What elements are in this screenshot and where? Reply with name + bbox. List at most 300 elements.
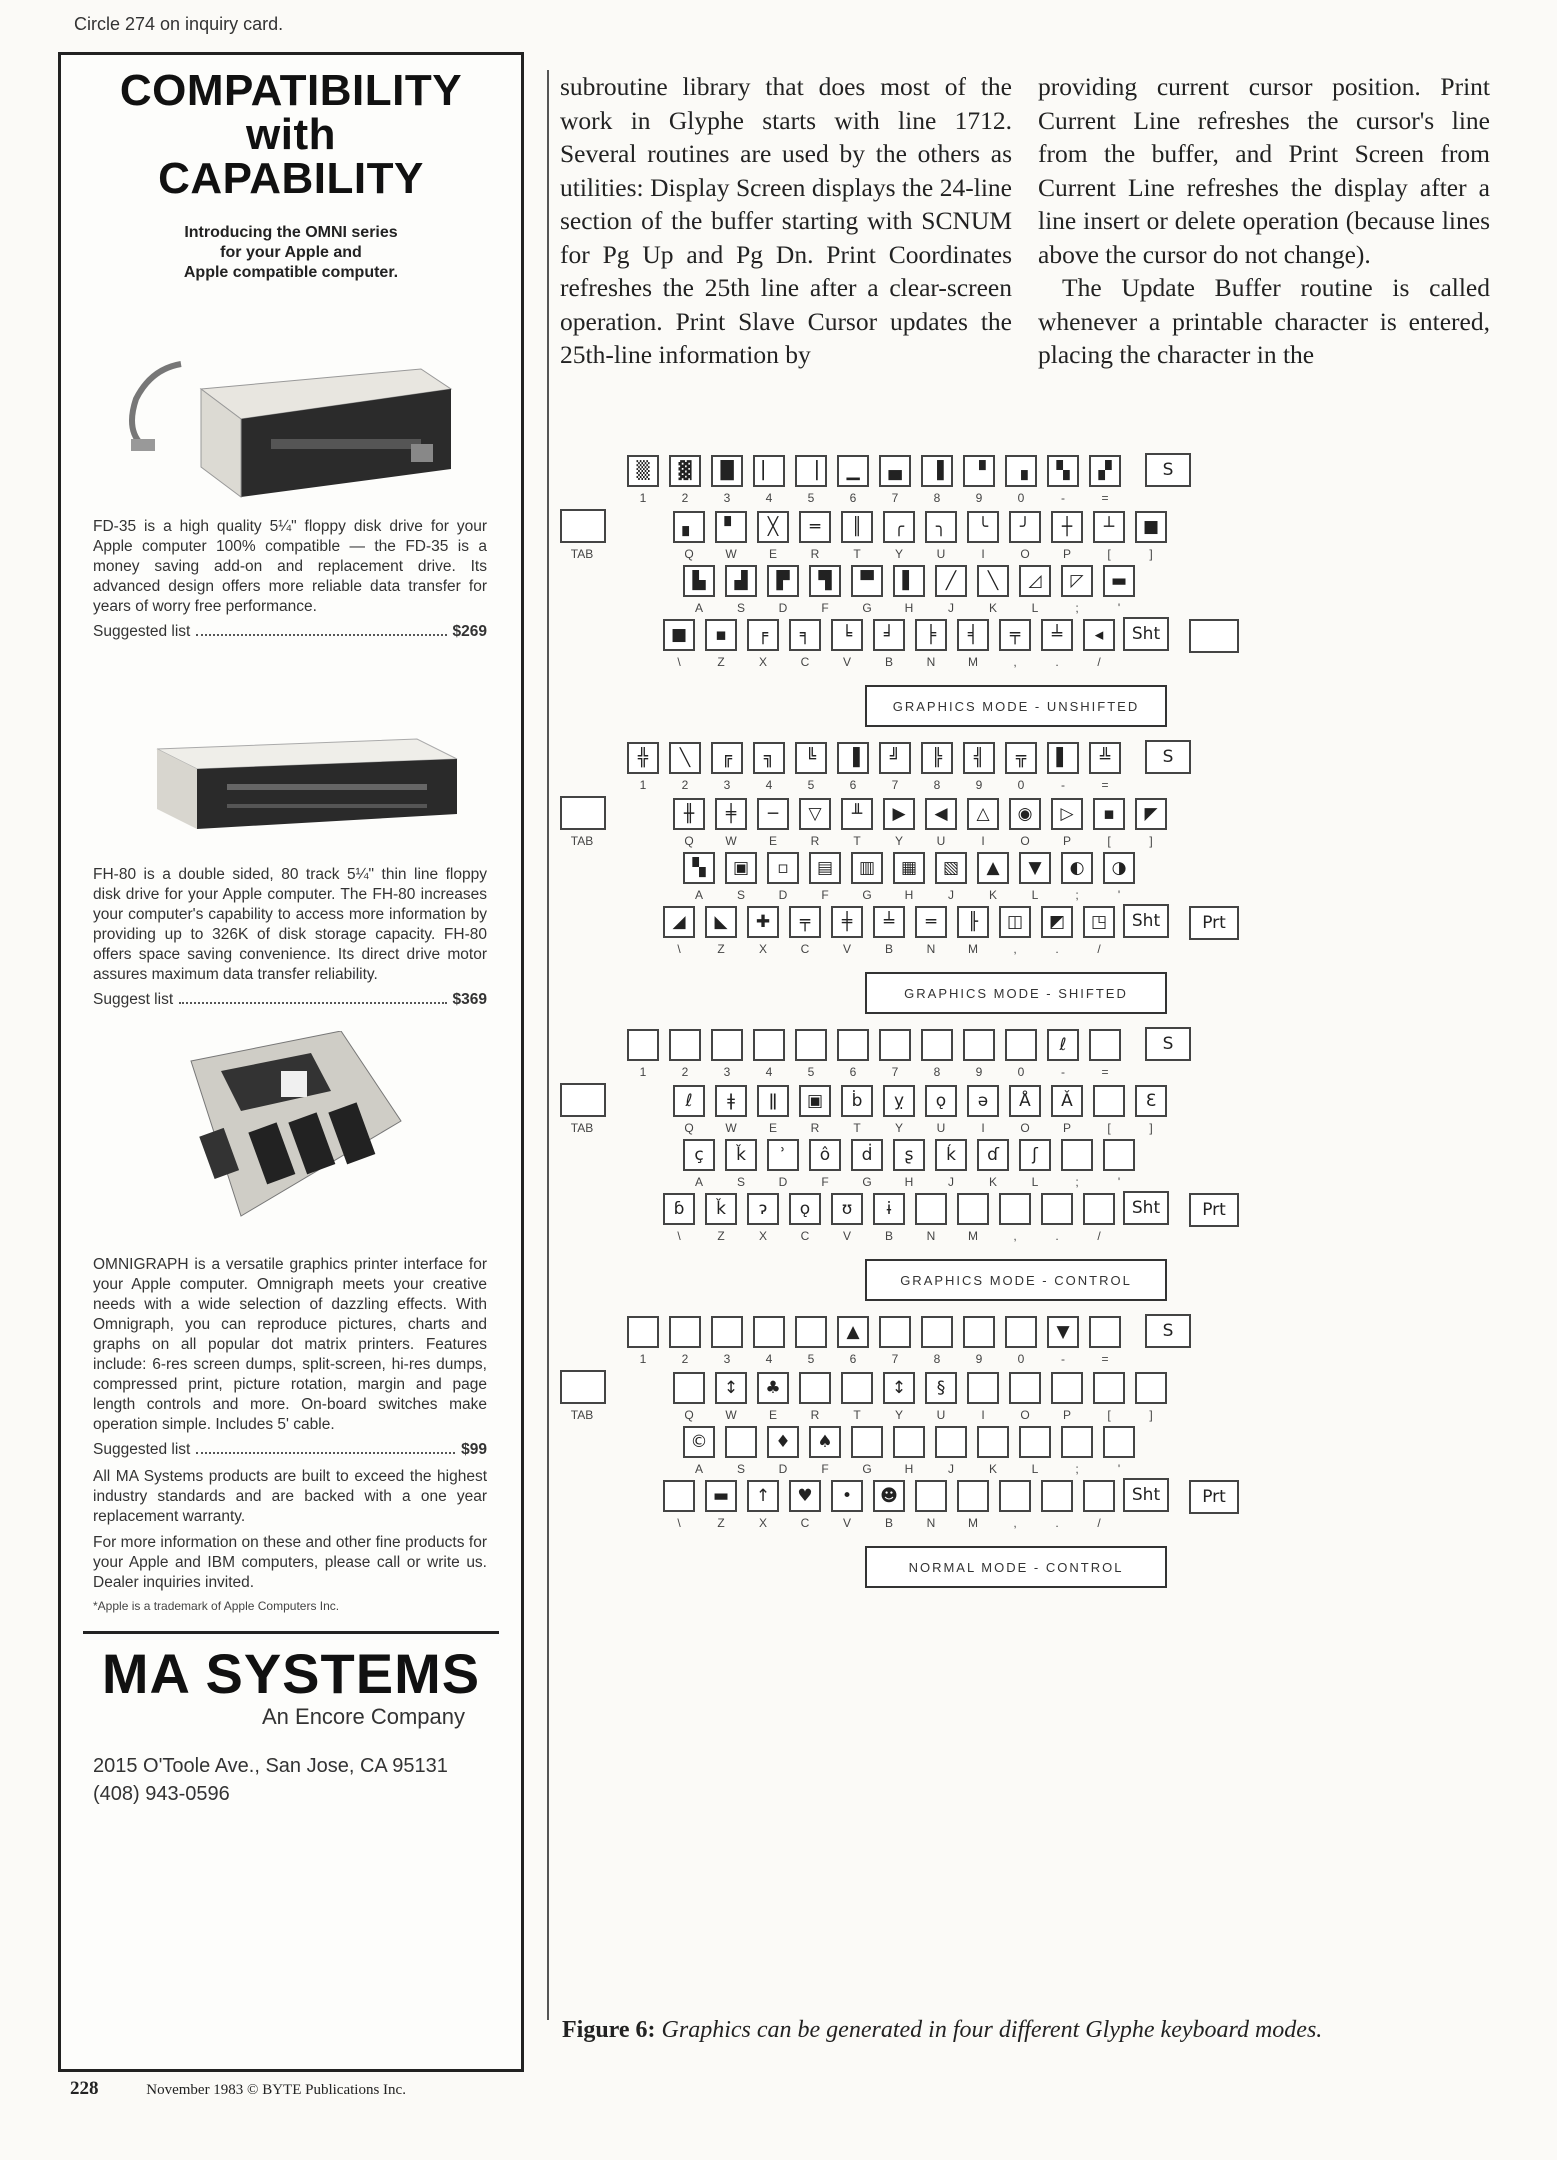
keyboard-key: ɓ xyxy=(663,1193,695,1225)
warranty-text: All MA Systems products are built to exceed the highest industry standards and are backed with a one year replacement warranty. xyxy=(93,1468,487,1525)
keyboard-mode-label: GRAPHICS MODE - SHIFTED xyxy=(865,972,1167,1014)
key-label: L xyxy=(1031,601,1039,615)
key-label: J xyxy=(948,888,954,902)
key-label: ; xyxy=(1075,1175,1079,1189)
fh80-price-row xyxy=(93,991,487,1009)
keyboard-key: ◉ xyxy=(1009,798,1041,830)
keyboard-key xyxy=(669,1316,701,1348)
keyboard-key: ▗ xyxy=(1005,455,1037,487)
key-label: X xyxy=(758,942,768,956)
keyboard-key: ℓ xyxy=(673,1085,705,1117)
keyboard-key: ↕ xyxy=(883,1372,915,1404)
key-label: ; xyxy=(1075,601,1079,615)
key-label: B xyxy=(884,655,894,669)
key-label: G xyxy=(862,601,872,615)
key-label: 3 xyxy=(723,778,731,792)
keyboard-key: ╮ xyxy=(925,511,957,543)
price-label: Suggested list xyxy=(93,623,191,640)
keyboard-key: ╧ xyxy=(1041,619,1073,651)
keyboard-key: ▄ xyxy=(879,455,911,487)
key-label: M xyxy=(968,1516,978,1530)
keyboard-key: ▧ xyxy=(935,852,967,884)
key-label: Y xyxy=(894,1408,904,1422)
key-label: 4 xyxy=(765,491,773,505)
key-label: U xyxy=(936,1121,946,1135)
key-label: 3 xyxy=(723,1065,731,1079)
keyboard-key: ◑ xyxy=(1103,852,1135,884)
tab-key xyxy=(560,509,606,543)
keyboard-key: ▣ xyxy=(799,1085,831,1117)
keyboard-key: ◸ xyxy=(1061,565,1093,597)
keyboard-key: Ǎ xyxy=(1051,1085,1083,1117)
key-label: I xyxy=(981,547,985,561)
article-column-2 xyxy=(1038,70,1490,372)
key-label: 9 xyxy=(975,491,983,505)
key-label: Q xyxy=(684,1121,694,1135)
key-label: ] xyxy=(1149,547,1153,561)
key-label: [ xyxy=(1107,1121,1111,1135)
key-label: \ xyxy=(677,655,681,669)
key-label: 9 xyxy=(975,778,983,792)
keyboard-key: ╕ xyxy=(789,619,821,651)
keyboard-key xyxy=(627,1316,659,1348)
column-divider xyxy=(547,70,549,2020)
keyboard-mode-label: GRAPHICS MODE - UNSHIFTED xyxy=(865,685,1167,727)
keyboard-key: ʂ xyxy=(893,1139,925,1171)
keyboard-modes-figure xyxy=(555,455,1555,2015)
key-label: [ xyxy=(1107,834,1111,848)
key-label: K xyxy=(988,1175,998,1189)
key-label: / xyxy=(1097,1516,1101,1530)
keyboard-key xyxy=(1089,1316,1121,1348)
keyboard-key: ▒ xyxy=(627,455,659,487)
key-label: \ xyxy=(677,1229,681,1243)
key-label: C xyxy=(800,942,810,956)
key-label: L xyxy=(1031,888,1039,902)
shift-key: Sht xyxy=(1123,904,1169,938)
tab-key xyxy=(560,1083,606,1117)
keyboard-key: ║ xyxy=(841,511,873,543)
ad-headline xyxy=(61,66,521,203)
floppy-drive-fd35-image xyxy=(121,349,521,499)
keyboard-key: ◣ xyxy=(705,906,737,938)
key-label: = xyxy=(1101,778,1109,792)
key-label: 5 xyxy=(807,778,815,792)
key-label: Q xyxy=(684,547,694,561)
keyboard-key: ɗ xyxy=(977,1139,1009,1171)
key-label: M xyxy=(968,655,978,669)
keyboard-key xyxy=(1061,1426,1093,1458)
keyboard-key xyxy=(963,1029,995,1061)
key-label: ; xyxy=(1075,1462,1079,1476)
key-label: . xyxy=(1055,655,1059,669)
keyboard-key: ╪ xyxy=(715,798,747,830)
keyboard-key: Å xyxy=(1009,1085,1041,1117)
ad-intro xyxy=(101,223,481,283)
key-label: V xyxy=(842,655,852,669)
key-label: C xyxy=(800,1516,810,1530)
keyboard-key xyxy=(837,1029,869,1061)
key-label: W xyxy=(725,834,737,848)
key-label: 1 xyxy=(639,1065,647,1079)
key-label: R xyxy=(810,1408,820,1422)
keyboard-key: ♠ xyxy=(809,1426,841,1458)
keyboard-key: ◢ xyxy=(663,906,695,938)
key-label: - xyxy=(1061,778,1065,792)
intro-line: Introducing the OMNI series xyxy=(184,224,398,241)
keyboard-key: ╟ xyxy=(957,906,989,938)
key-label: A xyxy=(694,1462,704,1476)
keyboard-key: ▣ xyxy=(725,852,757,884)
key-label: , xyxy=(1013,1229,1017,1243)
keyboard-key xyxy=(669,1029,701,1061)
key-label: C xyxy=(800,655,810,669)
keyboard-key xyxy=(1061,1139,1093,1171)
keyboard-key: ♣ xyxy=(757,1372,789,1404)
key-label: J xyxy=(948,1462,954,1476)
key-label: P xyxy=(1062,1121,1072,1135)
keyboard-key xyxy=(915,1480,947,1512)
inquiry-card-note: Circle 274 on inquiry card. xyxy=(74,14,284,34)
keyboard-key: ▚ xyxy=(683,852,715,884)
keyboard-mode-label: GRAPHICS MODE - CONTROL xyxy=(865,1259,1167,1301)
keyboard-key: █ xyxy=(711,455,743,487)
key-label: ' xyxy=(1117,601,1121,615)
keyboard-key: ☻ xyxy=(873,1480,905,1512)
keyboard-key: ╪ xyxy=(831,906,863,938)
key-label: X xyxy=(758,1516,768,1530)
key-label: TAB xyxy=(570,834,594,848)
keyboard-key xyxy=(879,1029,911,1061)
keyboard-key xyxy=(1005,1029,1037,1061)
key-label: M xyxy=(968,1229,978,1243)
key-label: 1 xyxy=(639,491,647,505)
key-label: - xyxy=(1061,491,1065,505)
fh80-description: FH-80 is a double sided, 80 track 5¼" thin line floppy disk drive for your Apple computer. The FH-80 increases your computer's capability to access more information by providing up to 326K of disk storage capacity. FH-80 offers space saving convenience. Its direct drive motor assures maximum data transfer reliability. xyxy=(93,866,487,983)
printer-interface-card-image xyxy=(161,1031,521,1221)
keyboard-key: ǫ xyxy=(789,1193,821,1225)
keyboard-key: ʃ xyxy=(1019,1139,1051,1171)
key-label: 0 xyxy=(1017,1352,1025,1366)
key-label: Z xyxy=(717,1229,725,1243)
keyboard-key xyxy=(967,1372,999,1404)
key-label: \ xyxy=(677,942,681,956)
page-footer xyxy=(70,2078,406,2100)
key-label: B xyxy=(884,942,894,956)
print-key: Prt xyxy=(1189,906,1239,940)
key-label: O xyxy=(1020,547,1030,561)
figure-number: Figure 6: xyxy=(562,2017,656,2043)
keyboard-key: ╘ xyxy=(831,619,863,651)
key-label: R xyxy=(810,547,820,561)
key-label: ' xyxy=(1117,1175,1121,1189)
keyboard-key: ╤ xyxy=(789,906,821,938)
key-label: / xyxy=(1097,942,1101,956)
keyboard-key: § xyxy=(925,1372,957,1404)
key-label: 7 xyxy=(891,1065,899,1079)
key-label: K xyxy=(988,601,998,615)
keyboard-key: ▚ xyxy=(1047,455,1079,487)
keyboard-key: ♦ xyxy=(767,1426,799,1458)
key-label: 4 xyxy=(765,1065,773,1079)
keyboard-key: ḱ xyxy=(935,1139,967,1171)
keyboard-key: ▤ xyxy=(809,852,841,884)
key-label: / xyxy=(1097,1229,1101,1243)
key-label: Z xyxy=(717,942,725,956)
key-label: . xyxy=(1055,1516,1059,1530)
keyboard-key: ç xyxy=(683,1139,715,1171)
keyboard-key: ╗ xyxy=(753,742,785,774)
key-label: 4 xyxy=(765,1352,773,1366)
key-label: P xyxy=(1062,547,1072,561)
key-label: - xyxy=(1061,1352,1065,1366)
key-label: T xyxy=(853,1408,861,1422)
keyboard-key: ▟ xyxy=(725,565,757,597)
keyboard-key: ▌ xyxy=(893,565,925,597)
keyboard-key xyxy=(753,1316,785,1348)
key-label: 7 xyxy=(891,778,899,792)
keyboard-key xyxy=(893,1426,925,1458)
keyboard-key xyxy=(879,1316,911,1348)
key-label: 2 xyxy=(681,491,689,505)
fd35-price-row xyxy=(93,623,487,641)
key-label: 8 xyxy=(933,778,941,792)
keyboard-mode-label: NORMAL MODE - CONTROL xyxy=(865,1546,1167,1588)
keyboard-key: ▐ xyxy=(921,455,953,487)
keyboard-key: ✚ xyxy=(747,906,779,938)
keyboard-key: ═ xyxy=(915,906,947,938)
keyboard-key: ╔ xyxy=(711,742,743,774)
key-label: Z xyxy=(717,655,725,669)
key-label: 6 xyxy=(849,1352,857,1366)
key-label: S xyxy=(736,888,746,902)
print-key: Prt xyxy=(1189,1193,1239,1227)
key-label: , xyxy=(1013,655,1017,669)
keyboard-key xyxy=(957,1480,989,1512)
keyboard-key: ╳ xyxy=(757,511,789,543)
key-label: S xyxy=(736,601,746,615)
key-label: N xyxy=(926,942,936,956)
key-label: H xyxy=(904,1175,914,1189)
keyboard-key xyxy=(1051,1372,1083,1404)
keyboard-key: ■ xyxy=(663,619,695,651)
keyboard-key: ʊ xyxy=(831,1193,863,1225)
keyboard-key: ▷ xyxy=(1051,798,1083,830)
key-label: I xyxy=(981,1408,985,1422)
keyboard-key: ◿ xyxy=(1019,565,1051,597)
price-value: $269 xyxy=(452,623,487,640)
key-label: D xyxy=(778,888,788,902)
backspace-key: S xyxy=(1145,740,1191,774)
keyboard-key: ─ xyxy=(757,798,789,830)
company-address xyxy=(93,1752,521,1808)
keyboard-key xyxy=(1041,1480,1073,1512)
keyboard-key: ǩ xyxy=(705,1193,737,1225)
keyboard-key: ỵ xyxy=(883,1085,915,1117)
keyboard-key: ▛ xyxy=(767,565,799,597)
key-label: 9 xyxy=(975,1352,983,1366)
keyboard-key xyxy=(1103,1426,1135,1458)
key-label: O xyxy=(1020,1408,1030,1422)
key-label: S xyxy=(736,1175,746,1189)
keyboard-key: ô xyxy=(809,1139,841,1171)
key-label: 1 xyxy=(639,1352,647,1366)
keyboard-key: ↕ xyxy=(715,1372,747,1404)
key-label: J xyxy=(948,601,954,615)
keyboard-key: ┼ xyxy=(1051,511,1083,543)
key-label: 2 xyxy=(681,778,689,792)
keyboard-key xyxy=(1093,1085,1125,1117)
key-label: Q xyxy=(684,1408,694,1422)
key-label: 9 xyxy=(975,1065,983,1079)
key-label: TAB xyxy=(570,1408,594,1422)
article-paragraph: The Update Buffer routine is called whenever a printable character is entered, placing the character in the xyxy=(1038,273,1490,369)
caption-text: Graphics can be generated in four different Glyphe keyboard modes. xyxy=(661,2017,1323,2043)
key-label: T xyxy=(853,834,861,848)
key-label: O xyxy=(1020,1121,1030,1135)
key-label: K xyxy=(988,1462,998,1476)
key-label: N xyxy=(926,655,936,669)
key-label: T xyxy=(853,547,861,561)
keyboard-key: ♥ xyxy=(789,1480,821,1512)
keyboard-key: ǩ xyxy=(725,1139,757,1171)
keyboard-key: Ɛ xyxy=(1135,1085,1167,1117)
keyboard-key: ╭ xyxy=(883,511,915,543)
key-label: = xyxy=(1101,491,1109,505)
keyboard-key xyxy=(1083,1193,1115,1225)
keyboard-key: ǂ xyxy=(715,1085,747,1117)
key-label: ; xyxy=(1075,888,1079,902)
key-label: 8 xyxy=(933,1352,941,1366)
issue-line: November 1983 © BYTE Publications Inc. xyxy=(146,2082,406,2098)
keyboard-key: ▽ xyxy=(799,798,831,830)
key-label: N xyxy=(926,1229,936,1243)
key-label: T xyxy=(853,1121,861,1135)
key-label: V xyxy=(842,1516,852,1530)
keyboard-key xyxy=(1135,1372,1167,1404)
keyboard-key xyxy=(711,1029,743,1061)
key-label: V xyxy=(842,942,852,956)
omnigraph-price-row xyxy=(93,1441,487,1459)
phone-number: (408) 943-0596 xyxy=(93,1783,230,1805)
key-label: X xyxy=(758,655,768,669)
key-label: 0 xyxy=(1017,778,1025,792)
key-label: 5 xyxy=(807,1065,815,1079)
keyboard-key: ▪ xyxy=(705,619,737,651)
key-label: 8 xyxy=(933,1065,941,1079)
key-label: 8 xyxy=(933,491,941,505)
key-label: TAB xyxy=(570,547,594,561)
trademark-note: *Apple is a trademark of Apple Computers Inc. xyxy=(93,1599,340,1613)
keyboard-key: ╛ xyxy=(873,619,905,651)
key-label: W xyxy=(725,1408,737,1422)
key-label: ' xyxy=(1117,1462,1121,1476)
keyboard-key xyxy=(921,1029,953,1061)
keyboard-key: ╲ xyxy=(669,742,701,774)
key-label: 2 xyxy=(681,1352,689,1366)
keyboard-key: ▞ xyxy=(1089,455,1121,487)
keyboard-key: ℓ xyxy=(1047,1029,1079,1061)
keyboard-key: ▦ xyxy=(893,852,925,884)
keyboard-key xyxy=(957,1193,989,1225)
keyboard-key xyxy=(921,1316,953,1348)
key-label: 0 xyxy=(1017,491,1025,505)
keyboard-key: ╡ xyxy=(957,619,989,651)
keyboard-key: ▜ xyxy=(809,565,841,597)
keyboard-key: ▌ xyxy=(1047,742,1079,774)
shift-key: Sht xyxy=(1123,617,1169,651)
key-label: \ xyxy=(677,1516,681,1530)
page-number: 228 xyxy=(70,2078,99,2099)
price-value: $99 xyxy=(461,1441,487,1458)
key-label: H xyxy=(904,601,914,615)
key-label: L xyxy=(1031,1462,1039,1476)
key-label: = xyxy=(1101,1065,1109,1079)
key-label: H xyxy=(904,888,914,902)
key-label: G xyxy=(862,1175,872,1189)
intro-line: Apple compatible computer. xyxy=(183,264,399,281)
key-label: O xyxy=(1020,834,1030,848)
key-label: = xyxy=(1101,1352,1109,1366)
keyboard-key: ╰ xyxy=(967,511,999,543)
key-label: R xyxy=(810,834,820,848)
keyboard-key: ╬ xyxy=(627,742,659,774)
key-label: G xyxy=(862,1462,872,1476)
keyboard-key: ▘ xyxy=(715,511,747,543)
keyboard-key xyxy=(627,1029,659,1061)
key-label: , xyxy=(1013,942,1017,956)
keyboard-key xyxy=(795,1316,827,1348)
key-label: 4 xyxy=(765,778,773,792)
keyboard-key xyxy=(915,1193,947,1225)
key-label: S xyxy=(736,1462,746,1476)
key-label: X xyxy=(758,1229,768,1243)
keyboard-key xyxy=(999,1193,1031,1225)
keyboard-key: ◂ xyxy=(1083,619,1115,651)
keyboard-key: ═ xyxy=(799,511,831,543)
keyboard-key: ┴ xyxy=(1093,511,1125,543)
key-label: TAB xyxy=(570,1121,594,1135)
key-label: - xyxy=(1061,1065,1065,1079)
keyboard-key: ╒ xyxy=(747,619,779,651)
keyboard-key: ▖ xyxy=(673,511,705,543)
keyboard-key: ◳ xyxy=(1083,906,1115,938)
price-label: Suggested list xyxy=(93,1441,191,1458)
keyboard-key: ■ xyxy=(1135,511,1167,543)
keyboard-key: ǝ xyxy=(967,1085,999,1117)
key-label: ] xyxy=(1149,834,1153,848)
ma-systems-logo: MA SYSTEMS xyxy=(101,1642,481,1705)
key-label: F xyxy=(821,888,829,902)
keyboard-key: ▪ xyxy=(1093,798,1125,830)
key-label: N xyxy=(926,1516,936,1530)
key-label: ] xyxy=(1149,1408,1153,1422)
key-label: 2 xyxy=(681,1065,689,1079)
keyboard-key: ▙ xyxy=(683,565,715,597)
article-paragraph: subroutine library that does most of the work in Glyphe starts with line 1712. Several routines are used by the others as utilities: Display Screen displays the 24-line section of the buffer starting with SCNUM for Pg Up and Pg Dn. Print Coordinates refreshes the 25th line after a clear-screen operation. Print Slave Cursor updates the 25th-line information by xyxy=(560,72,1012,369)
keyboard-key xyxy=(1005,1316,1037,1348)
keyboard-key: △ xyxy=(967,798,999,830)
key-label: 6 xyxy=(849,1065,857,1079)
key-label: 3 xyxy=(723,491,731,505)
key-label: Q xyxy=(684,834,694,848)
key-label: L xyxy=(1031,1175,1039,1189)
key-label: F xyxy=(821,1462,829,1476)
key-label: W xyxy=(725,1121,737,1135)
keyboard-key: ɂ xyxy=(747,1193,779,1225)
keyboard-key xyxy=(663,1480,695,1512)
keyboard-key xyxy=(841,1372,873,1404)
